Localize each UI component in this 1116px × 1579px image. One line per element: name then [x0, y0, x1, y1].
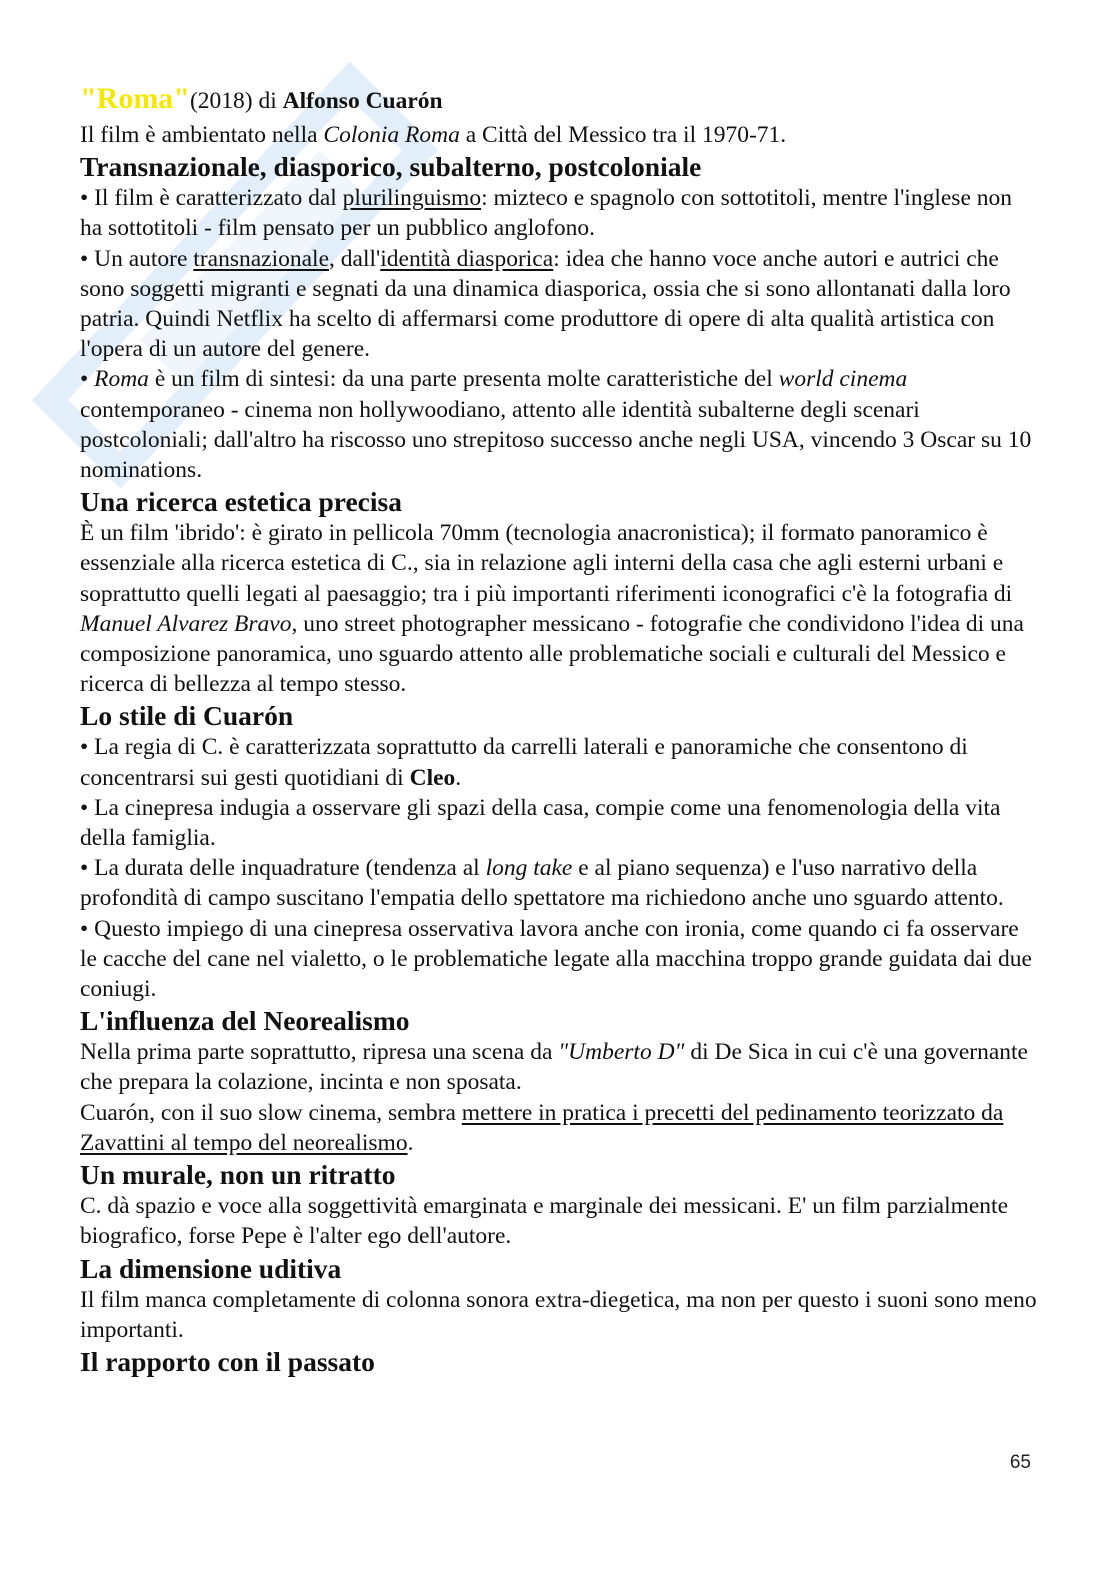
bullet-inquadrature: • La durata delle inquadrature (tendenza al long take e al piano sequenza) e l'uso narrativo della profondità di campo suscitano l'empatia dello spettatore ma richiedono anche uno sguardo attento.	[80, 855, 1004, 912]
bullet-autore-transnazionale: • Un autore transnazionale, dall'identità diasporica: idea che hanno voce anche autori e autrici che sono soggetti migranti e segnati da una dinamica diasporica, ossia che si sono allontanati dalla loro patria. Quindi Netflix ha scelto di affermarsi come produttore di opere di alta qualità artistica con l'opera di un autore del genere.	[80, 245, 1011, 363]
paragraph-umberto-d: Nella prima parte soprattutto, ripresa una scena da "Umberto D" di De Sica in cui c'è una governante che prepara la colazione, incinta e non sposata.	[80, 1039, 1028, 1096]
bullet-regia: • La regia di C. è caratterizzata soprattutto da carrelli laterali e panoramiche che consentono di concentrarsi sui gesti quotidiani di Cleo.	[80, 734, 968, 791]
bullet-film-di-sintesi: • Roma è un film di sintesi: da una parte presenta molte caratteristiche del world cinema contemporaneo - cinema non hollywoodiano, attento alle identità subalterne degli scenari postcoloniali; dall'altro ha riscosso uno strepitoso successo anche negli USA, vincendo 3 Oscar su 10 nominations.	[80, 366, 1032, 484]
paragraph-ricerca-estetica: È un film 'ibrido': è girato in pellicola 70mm (tecnologia anacronistica); il formato panoramico è essenziale alla ricerca estetica di C., sia in relazione agli interni della casa che agli esterni urbani e soprattutto quelli legati al paesaggio; tra i più importanti riferimenti iconografici c'è la fotografia di Manuel Alvarez Bravo, uno street photographer messicano - fotografie che condividono l'idea di una composizione panoramica, uno sguardo attento alle problematiche sociali e culturali del Messico e ricerca di bellezza al tempo stesso.	[80, 520, 1024, 698]
document-page	[80, 80, 1040, 1378]
section-heading-ricerca-estetica: Una ricerca estetica precisa	[80, 486, 402, 518]
film-year: (2018) di	[189, 88, 283, 114]
document-title	[80, 80, 1040, 120]
intro-paragraph: Il film è ambientato nella Colonia Roma a Città del Messico tra il 1970-71.	[80, 122, 787, 148]
section-heading-transnazionale: Transnazionale, diasporico, subalterno, postcoloniale	[80, 151, 702, 183]
paragraph-uditiva: Il film manca completamente di colonna sonora extra-diegetica, ma non per questo i suoni sono meno importanti.	[80, 1286, 1037, 1343]
paragraph-pedinamento: Cuarón, con il suo slow cinema, sembra mettere in pratica i precetti del pedinamento teorizzato da Zavattini al tempo del neorealismo.	[80, 1099, 1004, 1156]
film-director: Alfonso Cuarón	[282, 88, 443, 114]
bullet-plurilinguismo: • Il film è caratterizzato dal plurilinguismo: mizteco e spagnolo con sottotitoli, mentre l'inglese non ha sottotitoli - film pensato per un pubblico anglofono.	[80, 185, 1012, 242]
section-heading-stile: Lo stile di Cuarón	[80, 700, 294, 732]
section-heading-passato: Il rapporto con il passato	[80, 1345, 375, 1377]
bullet-ironia: • Questo impiego di una cinepresa osservativa lavora anche con ironia, come quando ci fa osservare le cacche del cane nel vialetto, o le problematiche legate alla macchina troppo grande guidata dai due coniugi.	[80, 915, 1032, 1003]
section-heading-uditiva: La dimensione uditiva	[80, 1252, 342, 1284]
film-title: "Roma"	[80, 82, 190, 115]
page-number: 65	[1009, 1452, 1031, 1473]
section-heading-neorealismo: L'influenza del Neorealismo	[80, 1005, 410, 1037]
section-heading-murale: Un murale, non un ritratto	[80, 1159, 396, 1191]
paragraph-murale: C. dà spazio e voce alla soggettività emarginata e marginale dei messicani. E' un film parzialmente biografico, forse Pepe è l'alter ego dell'autore.	[80, 1193, 1009, 1250]
bullet-cinepresa: • La cinepresa indugia a osservare gli spazi della casa, compie come una fenomenologia della vita della famiglia.	[80, 794, 1001, 852]
